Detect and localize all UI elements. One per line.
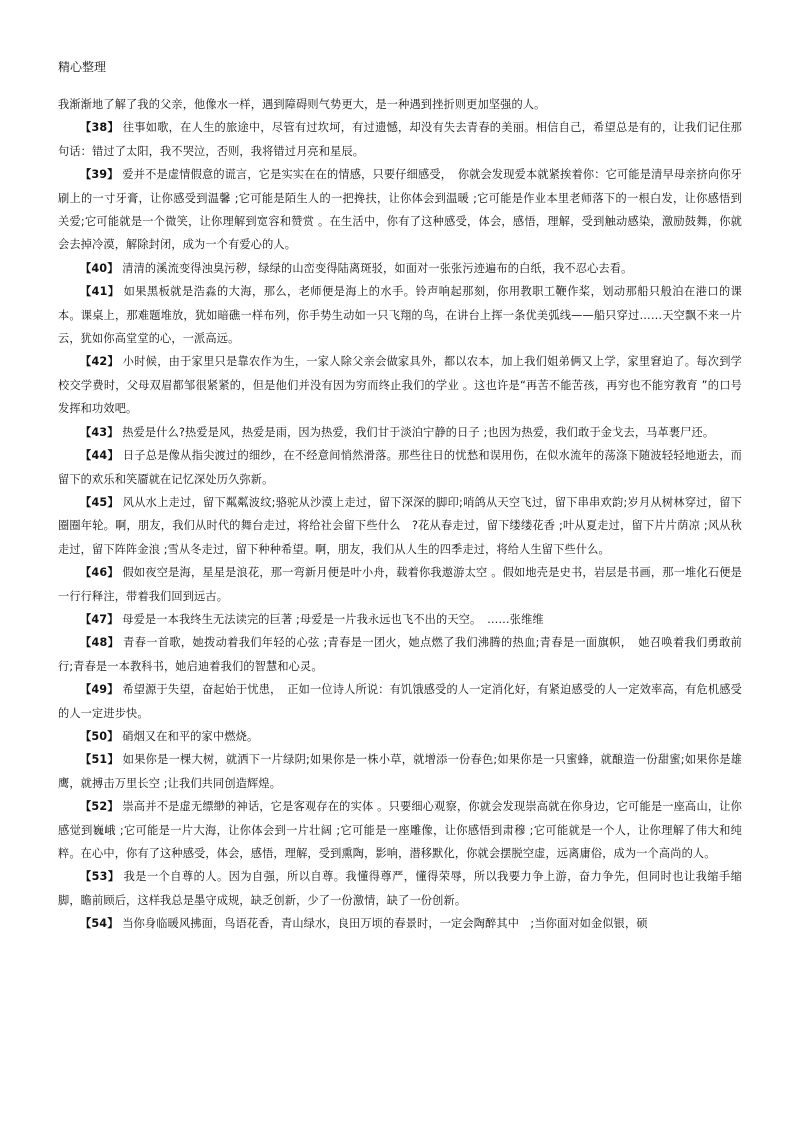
paragraph	[58, 561, 742, 608]
paragraph	[58, 795, 742, 865]
paragraph	[58, 631, 742, 678]
item-number: 【40】	[80, 261, 119, 275]
paragraph-text: 风从水上走过，留下粼粼波纹;骆驼从沙漠上走过，留下深深的脚印;哨鸽从天空飞过，留下串串欢韵;岁月从树林穿过，留下圈圈年轮。啊，朋友，我们从时代的舞台走过，将给社会留下些什么 ?花从春走过，留下缕缕花香 ;叶从夏走过，留下片片荫凉 ;风从秋走过，留下阵阵金浪 ;雪从冬走过，留下种种希望。啊，朋友，我们从人生的四季走过，将给人生留下些什么。	[58, 495, 742, 556]
paragraph	[58, 257, 742, 280]
item-number: 【46】	[80, 566, 119, 580]
item-number: 【45】	[80, 495, 119, 509]
paragraph	[58, 444, 742, 491]
paragraph-text: 希望源于失望，奋起始于忧患， 正如一位诗人所说：有饥饿感受的人一定消化好，有紧迫感受的人一定效率高，有危机感受的人一定进步快。	[58, 683, 743, 720]
paragraph-text: 清清的溪流变得浊臭污秽，绿绿的山峦变得陆离斑驳，如面对一张张污迹遍布的白纸，我不忍心去看。	[118, 261, 633, 275]
paragraph	[58, 678, 742, 725]
paragraph-text: 青春一首歌，她拨动着我们年轻的心弦 ;青春是一团火，她点燃了我们沸腾的热血;青春是一面旗帜， 她召唤着我们勇敢前行;青春是一本教科书，她启迪着我们的智慧和心灵。	[58, 636, 742, 673]
document-body	[58, 93, 742, 936]
paragraph	[58, 865, 742, 912]
item-number: 【42】	[80, 355, 119, 369]
paragraph-text: 如果黑板就是浩淼的大海，那么，老师便是海上的水手。铃声响起那刻，你用教职工鞭作桨，划动那船只般泊在港口的课本。课桌上，那难题堆放，犹如暗礁一样布列，你手势生动如一只飞翔的鸟，在讲台上挥一条优美弧线——船只穿过……天空飘不来一片云，犹如你高堂堂的心，一派高远。	[58, 285, 742, 346]
paragraph-text: 崇高并不是虚无缥缈的神话，它是客观存在的实体 。只要细心观察，你就会发现崇高就在你身边，它可能是一座高山，让你感觉到巍峨 ;它可能是一片大海，让你体会到一片壮阔 ;它可能是一座雕像，让你感悟到肃穆 ;它可能就是一个人，让你理解了伟大和纯粹。在心中，你有了这种感受，体会，感悟，理解，受到熏陶，影响，潜移默化，你就会摆脱空虚，远离庸俗，成为一个高尚的人。	[58, 800, 743, 860]
paragraph-text: 往事如歌，在人生的旅途中，尽管有过坎坷，有过遗憾，却没有失去青春的美丽。相信自己，希望总是有的，让我们记住那句话：错过了太阳，我不哭泣，否则，我将错过月亮和星辰。	[58, 121, 743, 158]
paragraph-text: 母爱是一本我终生无法读完的巨著 ;母爱是一片我永远也飞不出的天空。 ……张维维	[118, 612, 544, 626]
item-number: 【44】	[80, 449, 119, 463]
item-number: 【51】	[80, 753, 119, 767]
item-number: 【48】	[80, 636, 120, 650]
paragraph	[58, 163, 742, 257]
paragraph	[58, 491, 742, 561]
paragraph-text: 假如夜空是海，星星是浪花，那一弯新月便是叶小舟，载着你我遨游太空 。假如地壳是史书，岩层是书画，那一堆化石便是一行行释注，带着我们回到远古。	[58, 566, 743, 603]
paragraph	[58, 725, 742, 748]
item-number: 【41】	[80, 285, 120, 299]
item-number: 【53】	[80, 870, 120, 884]
paragraph-text: 硝烟又在和平的家中燃烧。	[118, 729, 259, 743]
paragraph	[58, 748, 742, 795]
paragraph	[58, 280, 742, 350]
paragraph-text: 如果你是一棵大树，就洒下一片绿阴;如果你是一株小草，就增添一份春色;如果你是一只蜜蜂，就酿造一份甜蜜;如果你是雄鹰，就搏击万里长空 ;让我们共同创造辉煌。	[58, 753, 742, 790]
paragraph	[58, 912, 742, 935]
paragraph-text: 当你身临暖风拂面，鸟语花香，青山绿水，良田万顷的春景时，一定会陶醉其中 ;当你面对如金似银，硕	[118, 917, 648, 931]
page-header: 精心整理	[58, 60, 107, 74]
item-number: 【50】	[80, 729, 119, 743]
paragraph	[58, 421, 742, 444]
paragraph	[58, 116, 742, 163]
paragraph-text: 我是一个自尊的人。因为自强，所以自尊。我懂得尊严，懂得荣辱，所以我要力争上游，奋力争先，但同时也让我缩手缩脚，瞻前顾后，这样我总是墨守成规，缺乏创新，少了一份激情，缺了一份创新。	[58, 870, 742, 907]
paragraph-text: 小时候，由于家里只是靠农作为生，一家人除父亲会做家具外，都以农本，加上我们姐弟俩又上学，家里窘迫了。每次到学校交学费时，父母双眉都邹很紧紧的，但是他们并没有因为穷而终止我们的学业 。这也许是“再苦不能苦孩，再穷也不能穷教育 ”的口号发挥和功效吧。	[58, 355, 743, 416]
item-number: 【54】	[80, 917, 119, 931]
item-number: 【47】	[80, 612, 119, 626]
item-number: 【39】	[80, 168, 119, 182]
item-number: 【38】	[80, 121, 119, 135]
paragraph	[58, 350, 742, 420]
item-number: 【43】	[80, 425, 119, 439]
paragraph	[58, 608, 742, 631]
paragraph-text: 爱并不是虚情假意的谎言，它是实实在在的情感，只要仔细感受， 你就会发现爱本就紧挨着你：它可能是清早母亲挤向你牙刷上的一寸牙膏，让你感受到温馨 ;它可能是陌生人的一把搀扶，让你体会到温暖 ;它可能是作业本里老师落下的一根白发，让你感悟到关爱;它可能就是一个微笑，让你理解到宽容和赞赏 。在生活中，你有了这种感受，体会，感悟，理解，受到触动感染，激励鼓舞，你就会去掉冷漠，解除封闭，成为一个有爱心的人。	[58, 168, 743, 252]
item-number: 【49】	[80, 683, 119, 697]
paragraph-text: 热爱是什么?热爱是风，热爱是雨，因为热爱，我们甘于淡泊宁静的日子 ;也因为热爱，我们敢于金戈去，马革裹尸还。	[118, 425, 715, 439]
paragraph-text: 我渐渐地了解了我的父亲，他像水一样，遇到障碍则气势更大，是一种遇到挫折则更加坚强的人。	[58, 98, 546, 111]
paragraph-text: 日子总是像从指尖渡过的细纱，在不经意间悄然滑落。那些往日的忧愁和误用伤，在似水流年的荡涤下随波轻轻地逝去，而留下的欢乐和笑靥就在记忆深处历久弥新。	[58, 449, 743, 486]
paragraph	[58, 93, 742, 116]
item-number: 【52】	[80, 800, 119, 814]
